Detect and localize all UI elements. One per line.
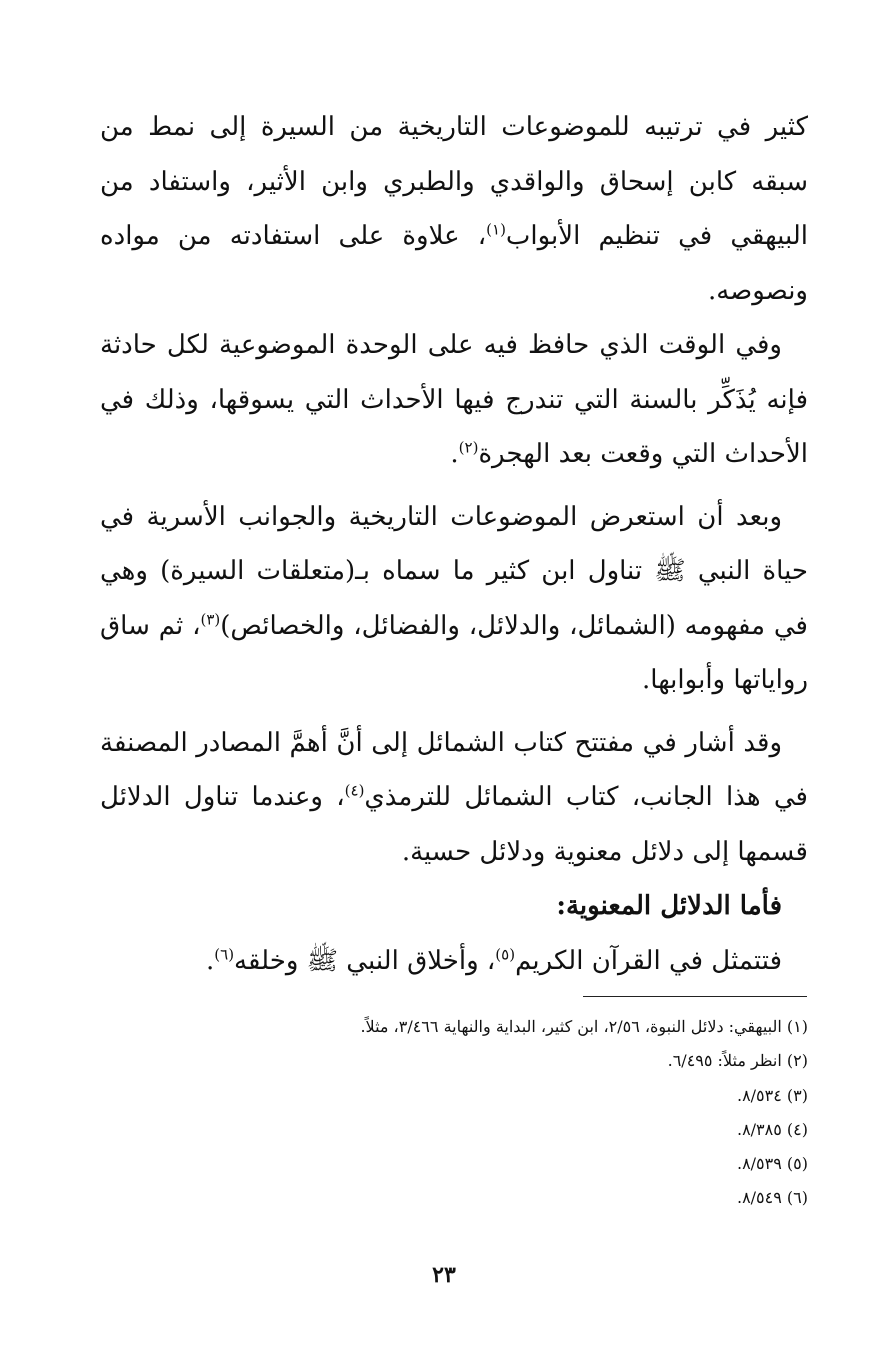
footnote-ref-5[interactable]: (٥) (495, 944, 516, 963)
paragraph-5-text: فتتمثل في القرآن الكريم (515, 945, 782, 976)
paragraph-1 (100, 100, 808, 318)
footnote-ref-2[interactable]: (٢) (458, 438, 479, 457)
section-heading: فأما الدلائل المعنوية: (556, 891, 782, 921)
paragraph-3-tail: ، ثم ساق رواياتها وأبوابها. (100, 610, 808, 695)
footnote-divider (583, 996, 807, 997)
footnote-3: (٣) ٨/٥٣٤. (736, 1085, 808, 1105)
paragraph-5 (100, 934, 808, 989)
paragraph-3-text: وبعد أن استعرض الموضوعات التاريخية والجوانب الأسرية في حياة النبي ﷺ تناول ابن كثير ما سماه بـ(متعلقات السيرة) وهي في مفهومه (الشمائل، والدلائل، والفضائل، والخصائص) (100, 501, 808, 641)
paragraph-4-text: وقد أشار في مفتتح كتاب الشمائل إلى أنَّ أهمَّ المصادر المصنفة في هذا الجانب، كتاب الشمائل للترمذي (100, 727, 808, 812)
main-text (100, 100, 808, 988)
paragraph-4 (100, 716, 808, 880)
paragraph-4-tail: ، وعندما تناول الدلائل قسمها إلى دلائل معنوية ودلائل حسية. (100, 782, 808, 867)
paragraph-5-middle: ، وأخلاق النبي ﷺ وخلقه (234, 945, 496, 976)
footnote-ref-6[interactable]: (٦) (214, 944, 235, 963)
paragraph-2 (100, 318, 808, 482)
footnote-6: (٦) ٨/٥٤٩. (736, 1188, 808, 1208)
footnote-2: (٢) انظر مثلاً: ٦/٤٩٥. (667, 1051, 808, 1071)
footnote-1: (١) البيهقي: دلائل النبوة، ٢/٥٦، ابن كثير، البداية والنهاية ٣/٤٦٦، مثلاً. (360, 1017, 808, 1036)
footnote-ref-3[interactable]: (٣) (200, 609, 221, 628)
footnotes (100, 1010, 808, 1216)
paragraph-1-tail: ، علاوة على استفادته من مواده ونصوصه. (100, 221, 808, 306)
paragraph-2-tail: . (450, 439, 459, 469)
page-number: ٢٣ (432, 1262, 456, 1288)
paragraph-2-text: وفي الوقت الذي حافظ فيه على الوحدة الموضوعية لكل حادثة فإنه يُذَكِّر بالسنة التي تندرج فيها الأحداث التي يسوقها، وذلك في الأحداث التي وقعت بعد الهجرة (100, 330, 808, 469)
footnote-ref-1[interactable]: (١) (486, 220, 506, 239)
paragraph-3 (100, 490, 808, 708)
footnote-5: (٥) ٨/٥٣٩. (736, 1154, 808, 1174)
footnote-4: (٤) ٨/٣٨٥. (736, 1119, 808, 1139)
footnote-ref-4[interactable]: (٤) (344, 781, 365, 800)
paragraph-1-text: كثير في ترتيبه للموضوعات التاريخية من السيرة إلى نمط من سبقه كابن إسحاق والواقدي والطبري وابن الأثير، واستفاد من البيهقي في تنظيم الأبواب (100, 112, 808, 251)
paragraph-5-tail: . (206, 945, 215, 976)
